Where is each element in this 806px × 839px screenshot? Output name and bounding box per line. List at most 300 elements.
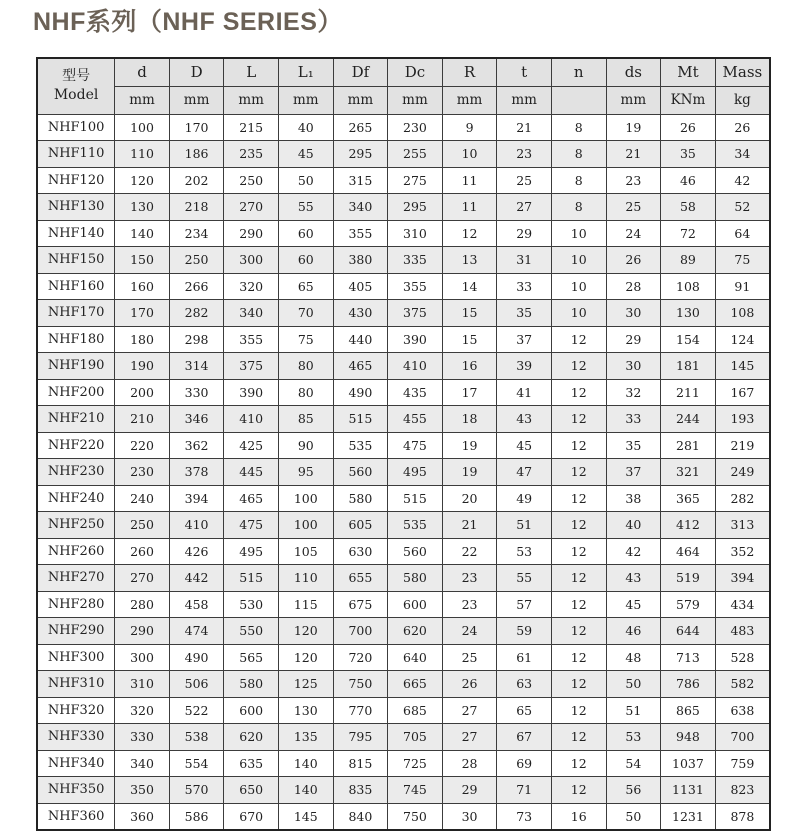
value-cell: 200: [115, 379, 170, 406]
value-cell: 154: [661, 326, 716, 353]
value-cell: 295: [388, 194, 443, 221]
value-cell: 65: [497, 697, 552, 724]
value-cell: 59: [497, 618, 552, 645]
value-cell: 515: [333, 406, 388, 433]
value-cell: 69: [497, 750, 552, 777]
value-cell: 22: [442, 538, 497, 565]
value-cell: 465: [333, 353, 388, 380]
value-cell: 12: [551, 777, 606, 804]
value-cell: 346: [169, 406, 224, 433]
value-cell: 160: [115, 273, 170, 300]
value-cell: 330: [115, 724, 170, 751]
value-cell: 40: [278, 114, 333, 141]
value-cell: 45: [497, 432, 552, 459]
value-cell: 442: [169, 565, 224, 592]
table-row: [37, 538, 770, 565]
value-cell: 528: [715, 644, 770, 671]
value-cell: 120: [278, 618, 333, 645]
value-cell: 560: [333, 459, 388, 486]
table-row: [37, 406, 770, 433]
value-cell: 483: [715, 618, 770, 645]
value-cell: 230: [388, 114, 443, 141]
value-cell: 530: [224, 591, 279, 618]
value-cell: 260: [115, 538, 170, 565]
value-cell: 244: [661, 406, 716, 433]
value-cell: 85: [278, 406, 333, 433]
value-cell: 12: [551, 750, 606, 777]
value-cell: 16: [551, 803, 606, 830]
value-cell: 865: [661, 697, 716, 724]
value-cell: 12: [551, 538, 606, 565]
column-label-Mt: Mt: [661, 58, 716, 86]
value-cell: 55: [497, 565, 552, 592]
model-cell: NHF230: [37, 459, 115, 486]
value-cell: 13: [442, 247, 497, 274]
value-cell: 713: [661, 644, 716, 671]
value-cell: 770: [333, 697, 388, 724]
table-row: [37, 114, 770, 141]
model-cell: NHF280: [37, 591, 115, 618]
value-cell: 700: [715, 724, 770, 751]
value-cell: 140: [278, 777, 333, 804]
value-cell: 73: [497, 803, 552, 830]
value-cell: 759: [715, 750, 770, 777]
value-cell: 310: [115, 671, 170, 698]
value-cell: 8: [551, 114, 606, 141]
value-cell: 100: [115, 114, 170, 141]
model-cell: NHF340: [37, 750, 115, 777]
value-cell: 18: [442, 406, 497, 433]
value-cell: 835: [333, 777, 388, 804]
value-cell: 350: [115, 777, 170, 804]
value-cell: 412: [661, 512, 716, 539]
table-row: [37, 379, 770, 406]
value-cell: 340: [333, 194, 388, 221]
model-cell: NHF150: [37, 247, 115, 274]
value-cell: 57: [497, 591, 552, 618]
value-cell: 582: [715, 671, 770, 698]
table-row: [37, 247, 770, 274]
value-cell: 535: [333, 432, 388, 459]
column-unit-n: [551, 86, 606, 114]
value-cell: 12: [442, 220, 497, 247]
table-row: [37, 565, 770, 592]
value-cell: 140: [278, 750, 333, 777]
value-cell: 495: [224, 538, 279, 565]
value-cell: 321: [661, 459, 716, 486]
value-cell: 380: [333, 247, 388, 274]
value-cell: 145: [715, 353, 770, 380]
value-cell: 355: [333, 220, 388, 247]
column-label-Df: Df: [333, 58, 388, 86]
value-cell: 11: [442, 194, 497, 221]
model-column-header: [37, 58, 115, 114]
value-cell: 360: [115, 803, 170, 830]
value-cell: 40: [606, 512, 661, 539]
value-cell: 878: [715, 803, 770, 830]
model-cell: NHF100: [37, 114, 115, 141]
value-cell: 27: [497, 194, 552, 221]
value-cell: 725: [388, 750, 443, 777]
value-cell: 190: [115, 353, 170, 380]
value-cell: 620: [224, 724, 279, 751]
value-cell: 410: [169, 512, 224, 539]
value-cell: 586: [169, 803, 224, 830]
model-cell: NHF330: [37, 724, 115, 751]
value-cell: 795: [333, 724, 388, 751]
value-cell: 355: [224, 326, 279, 353]
value-cell: 313: [715, 512, 770, 539]
table-row: [37, 273, 770, 300]
value-cell: 266: [169, 273, 224, 300]
value-cell: 60: [278, 247, 333, 274]
value-cell: 250: [115, 512, 170, 539]
value-cell: 75: [278, 326, 333, 353]
value-cell: 45: [278, 141, 333, 168]
value-cell: 685: [388, 697, 443, 724]
value-cell: 12: [551, 724, 606, 751]
table-row: [37, 326, 770, 353]
value-cell: 56: [606, 777, 661, 804]
value-cell: 218: [169, 194, 224, 221]
value-cell: 202: [169, 167, 224, 194]
value-cell: 8: [551, 167, 606, 194]
value-cell: 65: [278, 273, 333, 300]
value-cell: 405: [333, 273, 388, 300]
value-cell: 375: [388, 300, 443, 327]
value-cell: 71: [497, 777, 552, 804]
value-cell: 211: [661, 379, 716, 406]
model-cell: NHF260: [37, 538, 115, 565]
model-cell: NHF180: [37, 326, 115, 353]
value-cell: 840: [333, 803, 388, 830]
table-row: [37, 141, 770, 168]
value-cell: 1131: [661, 777, 716, 804]
value-cell: 475: [388, 432, 443, 459]
table-row: [37, 777, 770, 804]
value-cell: 41: [497, 379, 552, 406]
header-row-units: [37, 86, 770, 114]
value-cell: 250: [169, 247, 224, 274]
column-label-n: n: [551, 58, 606, 86]
value-cell: 70: [278, 300, 333, 327]
value-cell: 100: [278, 485, 333, 512]
value-cell: 53: [606, 724, 661, 751]
value-cell: 35: [661, 141, 716, 168]
value-cell: 29: [606, 326, 661, 353]
value-cell: 19: [442, 459, 497, 486]
value-cell: 490: [169, 644, 224, 671]
value-cell: 638: [715, 697, 770, 724]
value-cell: 12: [551, 644, 606, 671]
value-cell: 75: [715, 247, 770, 274]
column-unit-L: mm: [224, 86, 279, 114]
spec-table: [36, 57, 771, 831]
model-cell: NHF130: [37, 194, 115, 221]
model-cell: NHF110: [37, 141, 115, 168]
value-cell: 12: [551, 326, 606, 353]
value-cell: 281: [661, 432, 716, 459]
value-cell: 1231: [661, 803, 716, 830]
model-cell: NHF190: [37, 353, 115, 380]
value-cell: 21: [442, 512, 497, 539]
value-cell: 46: [661, 167, 716, 194]
value-cell: 32: [606, 379, 661, 406]
value-cell: 362: [169, 432, 224, 459]
value-cell: 135: [278, 724, 333, 751]
value-cell: 33: [606, 406, 661, 433]
value-cell: 95: [278, 459, 333, 486]
value-cell: 410: [224, 406, 279, 433]
value-cell: 31: [497, 247, 552, 274]
value-cell: 28: [442, 750, 497, 777]
value-cell: 12: [551, 697, 606, 724]
value-cell: 9: [442, 114, 497, 141]
value-cell: 51: [606, 697, 661, 724]
value-cell: 355: [388, 273, 443, 300]
table-row: [37, 671, 770, 698]
value-cell: 170: [115, 300, 170, 327]
value-cell: 410: [388, 353, 443, 380]
value-cell: 705: [388, 724, 443, 751]
value-cell: 89: [661, 247, 716, 274]
value-cell: 300: [115, 644, 170, 671]
value-cell: 34: [715, 141, 770, 168]
value-cell: 12: [551, 353, 606, 380]
value-cell: 120: [278, 644, 333, 671]
value-cell: 12: [551, 671, 606, 698]
value-cell: 630: [333, 538, 388, 565]
value-cell: 655: [333, 565, 388, 592]
value-cell: 815: [333, 750, 388, 777]
value-cell: 26: [606, 247, 661, 274]
value-cell: 515: [224, 565, 279, 592]
value-cell: 280: [115, 591, 170, 618]
value-cell: 522: [169, 697, 224, 724]
table-row: [37, 194, 770, 221]
value-cell: 440: [333, 326, 388, 353]
value-cell: 170: [169, 114, 224, 141]
value-cell: 605: [333, 512, 388, 539]
value-cell: 42: [606, 538, 661, 565]
value-cell: 210: [115, 406, 170, 433]
value-cell: 8: [551, 141, 606, 168]
value-cell: 640: [388, 644, 443, 671]
value-cell: 365: [661, 485, 716, 512]
value-cell: 72: [661, 220, 716, 247]
column-label-L₁: L₁: [278, 58, 333, 86]
value-cell: 275: [388, 167, 443, 194]
value-cell: 23: [497, 141, 552, 168]
value-cell: 455: [388, 406, 443, 433]
page-title: NHF系列（NHF SERIES）: [33, 8, 343, 36]
value-cell: 270: [115, 565, 170, 592]
value-cell: 26: [715, 114, 770, 141]
value-cell: 12: [551, 591, 606, 618]
value-cell: 48: [606, 644, 661, 671]
value-cell: 58: [661, 194, 716, 221]
column-unit-Dc: mm: [388, 86, 443, 114]
value-cell: 434: [715, 591, 770, 618]
value-cell: 426: [169, 538, 224, 565]
model-cell: NHF270: [37, 565, 115, 592]
value-cell: 249: [715, 459, 770, 486]
value-cell: 108: [715, 300, 770, 327]
value-cell: 10: [442, 141, 497, 168]
table-row: [37, 300, 770, 327]
value-cell: 295: [333, 141, 388, 168]
value-cell: 394: [715, 565, 770, 592]
value-cell: 644: [661, 618, 716, 645]
value-cell: 506: [169, 671, 224, 698]
value-cell: 745: [388, 777, 443, 804]
value-cell: 43: [497, 406, 552, 433]
column-label-d: d: [115, 58, 170, 86]
value-cell: 50: [606, 803, 661, 830]
value-cell: 675: [333, 591, 388, 618]
model-header-cn: 型号: [62, 68, 91, 85]
value-cell: 474: [169, 618, 224, 645]
value-cell: 340: [115, 750, 170, 777]
column-unit-Mt: KNm: [661, 86, 716, 114]
value-cell: 290: [224, 220, 279, 247]
value-cell: 51: [497, 512, 552, 539]
value-cell: 464: [661, 538, 716, 565]
table-header: [37, 58, 770, 114]
model-cell: NHF140: [37, 220, 115, 247]
value-cell: 167: [715, 379, 770, 406]
value-cell: 46: [606, 618, 661, 645]
value-cell: 91: [715, 273, 770, 300]
value-cell: 12: [551, 379, 606, 406]
column-unit-L₁: mm: [278, 86, 333, 114]
value-cell: 10: [551, 300, 606, 327]
value-cell: 25: [442, 644, 497, 671]
value-cell: 125: [278, 671, 333, 698]
value-cell: 49: [497, 485, 552, 512]
value-cell: 650: [224, 777, 279, 804]
value-cell: 315: [333, 167, 388, 194]
value-cell: 282: [169, 300, 224, 327]
value-cell: 430: [333, 300, 388, 327]
column-unit-ds: mm: [606, 86, 661, 114]
value-cell: 193: [715, 406, 770, 433]
value-cell: 150: [115, 247, 170, 274]
value-cell: 490: [333, 379, 388, 406]
value-cell: 110: [278, 565, 333, 592]
value-cell: 27: [442, 697, 497, 724]
value-cell: 435: [388, 379, 443, 406]
value-cell: 80: [278, 353, 333, 380]
value-cell: 20: [442, 485, 497, 512]
value-cell: 458: [169, 591, 224, 618]
value-cell: 181: [661, 353, 716, 380]
value-cell: 10: [551, 220, 606, 247]
value-cell: 54: [606, 750, 661, 777]
table-row: [37, 485, 770, 512]
value-cell: 635: [224, 750, 279, 777]
model-cell: NHF200: [37, 379, 115, 406]
table-row: [37, 697, 770, 724]
value-cell: 12: [551, 618, 606, 645]
value-cell: 352: [715, 538, 770, 565]
model-cell: NHF240: [37, 485, 115, 512]
value-cell: 378: [169, 459, 224, 486]
model-cell: NHF120: [37, 167, 115, 194]
value-cell: 50: [606, 671, 661, 698]
value-cell: 15: [442, 300, 497, 327]
value-cell: 23: [442, 565, 497, 592]
model-cell: NHF160: [37, 273, 115, 300]
value-cell: 375: [224, 353, 279, 380]
value-cell: 560: [388, 538, 443, 565]
value-cell: 24: [606, 220, 661, 247]
model-cell: NHF300: [37, 644, 115, 671]
value-cell: 124: [715, 326, 770, 353]
value-cell: 140: [115, 220, 170, 247]
column-unit-D: mm: [169, 86, 224, 114]
value-cell: 620: [388, 618, 443, 645]
column-unit-t: mm: [497, 86, 552, 114]
value-cell: 282: [715, 485, 770, 512]
column-unit-Df: mm: [333, 86, 388, 114]
value-cell: 37: [497, 326, 552, 353]
value-cell: 35: [497, 300, 552, 327]
value-cell: 115: [278, 591, 333, 618]
value-cell: 390: [388, 326, 443, 353]
model-cell: NHF210: [37, 406, 115, 433]
value-cell: 15: [442, 326, 497, 353]
value-cell: 64: [715, 220, 770, 247]
value-cell: 110: [115, 141, 170, 168]
value-cell: 750: [388, 803, 443, 830]
value-cell: 23: [606, 167, 661, 194]
value-cell: 23: [442, 591, 497, 618]
column-label-D: D: [169, 58, 224, 86]
value-cell: 340: [224, 300, 279, 327]
table-row: [37, 750, 770, 777]
value-cell: 12: [551, 485, 606, 512]
value-cell: 55: [278, 194, 333, 221]
value-cell: 19: [442, 432, 497, 459]
value-cell: 320: [115, 697, 170, 724]
value-cell: 298: [169, 326, 224, 353]
value-cell: 425: [224, 432, 279, 459]
value-cell: 290: [115, 618, 170, 645]
value-cell: 215: [224, 114, 279, 141]
value-cell: 10: [551, 273, 606, 300]
value-cell: 21: [497, 114, 552, 141]
column-unit-d: mm: [115, 86, 170, 114]
value-cell: 390: [224, 379, 279, 406]
value-cell: 63: [497, 671, 552, 698]
value-cell: 67: [497, 724, 552, 751]
value-cell: 11: [442, 167, 497, 194]
value-cell: 535: [388, 512, 443, 539]
value-cell: 80: [278, 379, 333, 406]
table-body: [37, 114, 770, 830]
value-cell: 50: [278, 167, 333, 194]
value-cell: 53: [497, 538, 552, 565]
value-cell: 130: [115, 194, 170, 221]
value-cell: 600: [388, 591, 443, 618]
value-cell: 270: [224, 194, 279, 221]
column-label-t: t: [497, 58, 552, 86]
value-cell: 130: [278, 697, 333, 724]
table-row: [37, 618, 770, 645]
table-row: [37, 803, 770, 830]
value-cell: 180: [115, 326, 170, 353]
